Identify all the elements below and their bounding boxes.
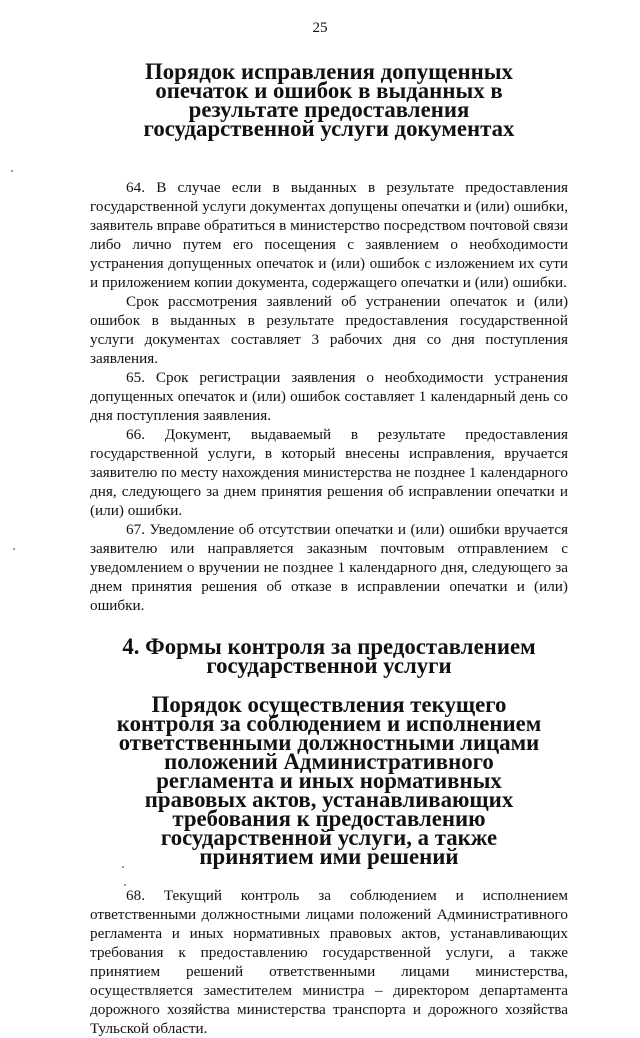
paragraph-65: 65. Срок регистрации заявления о необходимости устранения допущенных опечаток и (или) ошибок составляет 1 календарный день со дня поступления заявления.: [90, 369, 568, 424]
spacer: [90, 138, 568, 178]
scan-speck: [13, 548, 15, 550]
page-number: 25: [312, 20, 328, 36]
paragraph-68: 68. Текущий контроль за соблюдением и исполнением ответственными должностными лицами положений Административного регламента и иных нормативных правовых актов, устанавливающих требования к предоставлению государственной услуги, а также принятием решений ответственными лицами министерства, осуществляется заместителем министра – директором департамента дорожного хозяйства министерства транспорта и дорожного хозяйства Тульской области.: [90, 887, 568, 1037]
section-heading-current-control: Порядок осуществления текущего контроля за соблюдением и исполнением ответственными должностными лицами положений Административного регламента и иных нормативных правовых актов, устанавливающих требования к предоставлению государственной услуги, а также принятием ими решений: [116, 692, 542, 869]
document-body: [90, 59, 568, 1038]
section-heading-corrections: Порядок исправления допущенных опечаток и ошибок в выданных в результате предоставления государственной услуги документах: [143, 59, 515, 141]
scan-speck: [11, 170, 13, 172]
paragraph-66: 66. Документ, выдаваемый в результате предоставления государственной услуги, в который внесены исправления, вручается заявителю по месту нахождения министерства не позднее 1 календарного дня, следующего за днем принятия решения об исправлении опечатки и (или) ошибки.: [90, 426, 568, 519]
paragraph-64: 64. В случае если в выданных в результате предоставления государственной услуги документах допущены опечатки и (или) ошибки, заявитель вправе обратиться в министерство посредством почтовой связи либо лично путем его посещения с заявлением о необходимости устранения допущенных опечаток и (или) ошибок с изложением их сути и приложением копии документа, содержащего опечатки и (или) ошибки.: [90, 179, 568, 291]
spacer: [90, 866, 568, 886]
paragraph-67: 67. Уведомление об отсутствии опечатки и (или) ошибки вручается заявителю или направляется заказным почтовым отправлением с уведомлением о вручении не позднее 1 календарного дня, следующего за днем принятия решения об отказе в исправлении опечатки и (или) ошибки.: [90, 521, 568, 614]
section-heading-control-forms: 4. Формы контроля за предоставлением государственной услуги: [122, 634, 536, 678]
paragraph-review-period: Срок рассмотрения заявлений об устранении опечаток и (или) ошибок в выданных в результате предоставления государственной услуги документах составляет 3 рабочих дня со дня поступления заявления.: [90, 293, 568, 367]
